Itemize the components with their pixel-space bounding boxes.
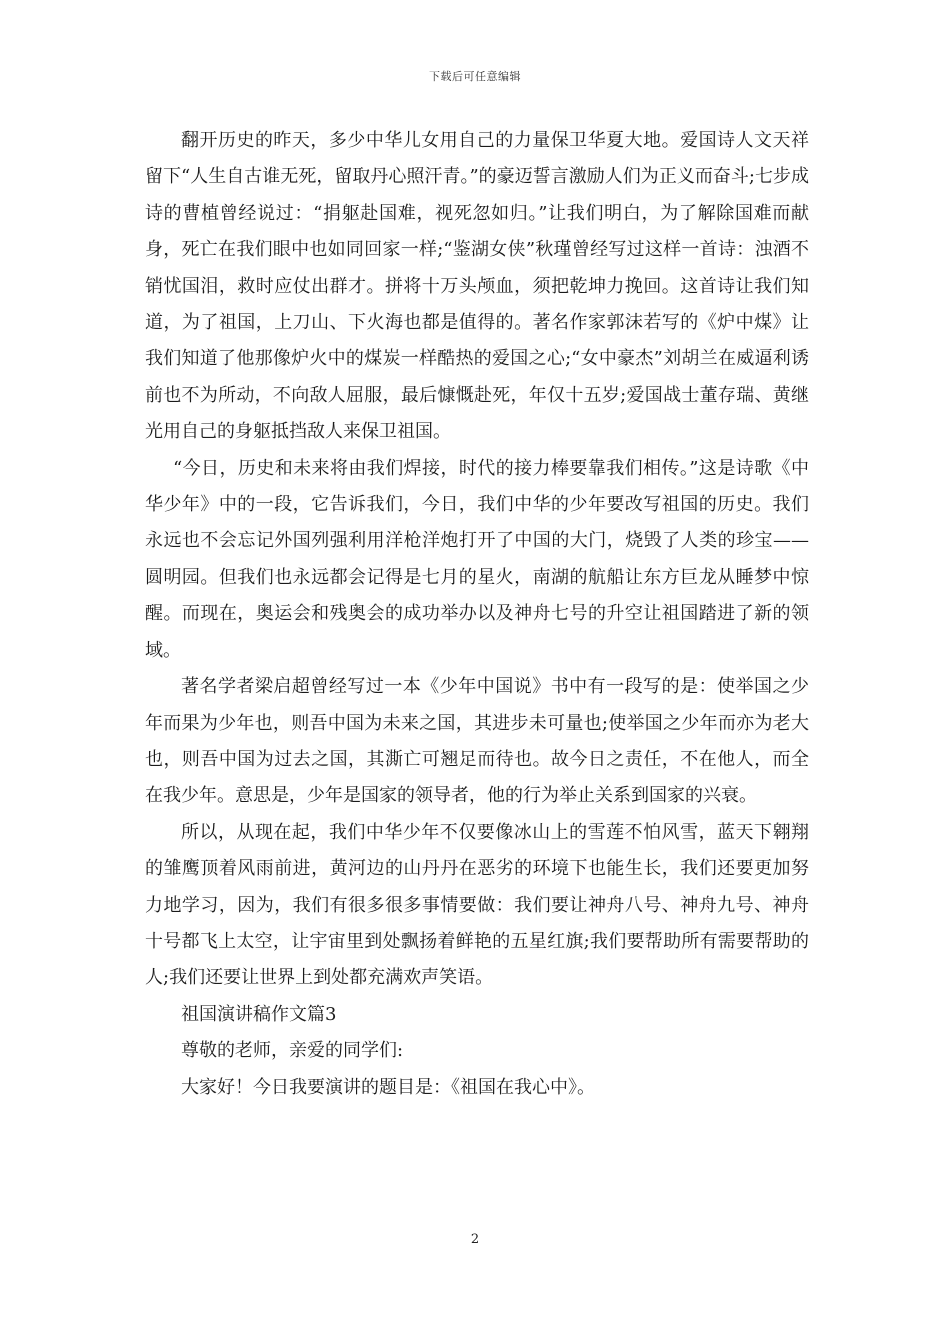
- salutation: 尊敬的老师，亲爱的同学们:: [181, 1040, 404, 1062]
- paragraph-from-now-on: 所以，从现在起，我们中华少年不仅要像冰山上的雪莲不怕风雪，蓝天下翱翔的雏鹰顶着风雨前进，黄河边的山丹丹在恶劣的环境下也能生长，我们还要更加努力地学习，因为，我们有很多很多事情要做：我们要让神舟八号、神舟九号、神舟十号都飞上太空，让宇宙里到处飘扬着鲜艳的五星红旗;我们要帮助所有需要帮助的人;我们还要让世界上到处都充满欢声笑语。: [145, 821, 809, 989]
- greeting: 大家好！今日我要演讲的题目是：《祖国在我心中》。: [181, 1076, 595, 1098]
- paragraph-chinese-youth-poem: “今日，历史和未来将由我们焊接，时代的接力棒要靠我们相传。”这是诗歌《中华少年》中的一段，它告诉我们，今日，我们中华的少年要改写祖国的历史。我们永远也不会忘记外国列强利用洋枪洋炮打开了中国的大门，烧毁了人类的珍宝——圆明园。但我们也永远都会记得是七月的星火，南湖的航船让东方巨龙从睡梦中惊醒。而现在，奥运会和残奥会的成功举办以及神舟七号的升空让祖国踏进了新的领域。: [145, 457, 809, 661]
- paragraph-patriots: 翻开历史的昨天，多少中华儿女用自己的力量保卫华夏大地。爱国诗人文天祥留下“人生自古谁无死，留取丹心照汗青。”的豪迈誓言激励人们为正义而奋斗;七步成诗的曹植曾经说过：“捐躯赴国难，视死忽如归。”让我们明白，为了解除国难而献身，死亡在我们眼中也如同回家一样;“鉴湖女侠”秋瑾曾经写过这样一首诗：浊酒不销忧国泪，救时应仗出群才。拼将十万头颅血，须把乾坤力挽回。这首诗让我们知道，为了祖国，上刀山、下火海也都是值得的。著名作家郭沫若写的《炉中煤》让我们知道了他那像炉火中的煤炭一样酷热的爱国之心;“女中豪杰”刘胡兰在威逼利诱前也不为所动，不向敌人屈服，最后慷慨赴死，年仅十五岁;爱国战士董存瑞、黄继光用自己的身躯抵挡敌人来保卫祖国。: [145, 130, 809, 443]
- section-title: 祖国演讲稿作文篇3: [181, 1003, 337, 1025]
- paragraph-liang-qichao: 著名学者梁启超曾经写过一本《少年中国说》书中有一段写的是：使举国之少年而果为少年也，则吾中国为未来之国，其进步未可量也;使举国之少年而亦为老大也，则吾中国为过去之国，其澌亡可翘足而待也。故今日之责任，不在他人，而全在我少年。意思是，少年是国家的领导者，他的行为举止关系到国家的兴衰。: [145, 676, 809, 807]
- page-number: 2: [470, 1232, 480, 1247]
- page-header: 下载后可任意编辑: [429, 70, 521, 83]
- document-body: [145, 123, 809, 1106]
